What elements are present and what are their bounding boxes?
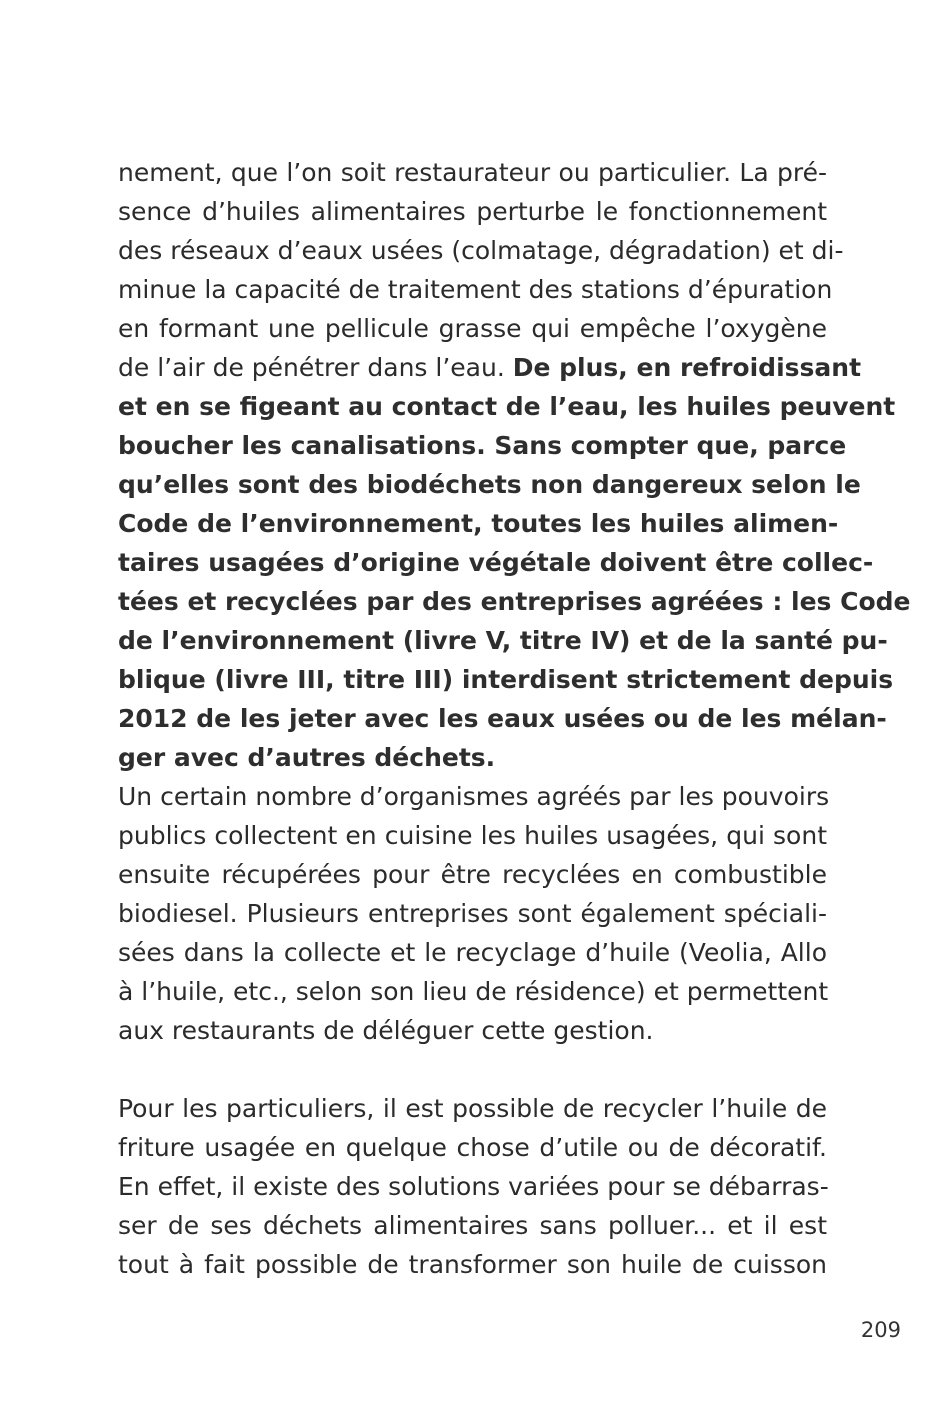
paragraph-spacer bbox=[118, 1050, 827, 1089]
text-line: à l’huile, etc., selon son lieu de résidence) et permettent bbox=[118, 977, 829, 1006]
paragraph-3 bbox=[118, 1089, 827, 1284]
text-line-bold: qu’elles sont des biodéchets non dangereux selon le bbox=[118, 470, 861, 499]
text-line-bold: taires usagées d’origine végétale doivent être collec- bbox=[118, 548, 874, 577]
text-line: publics collectent en cuisine les huiles usagées, qui sont bbox=[118, 821, 827, 850]
page-number: 209 bbox=[860, 1318, 901, 1342]
text-line-bold: ger avec d’autres déchets. bbox=[118, 743, 496, 772]
text-line-bold: boucher les canalisations. Sans compter que, parce bbox=[118, 431, 847, 460]
text-line: tout à fait possible de transformer son huile de cuisson bbox=[118, 1250, 827, 1279]
text-line-regular-part: de l’air de pénétrer dans l’eau. bbox=[118, 353, 513, 382]
text-line-bold: de l’environnement (livre V, titre IV) et de la santé pu- bbox=[118, 626, 888, 655]
text-line: en formant une pellicule grasse qui empêche l’oxygène bbox=[118, 314, 827, 343]
text-line-bold: tées et recyclées par des entreprises agréées : les Code bbox=[118, 587, 911, 616]
text-line: sence d’huiles alimentaires perturbe le fonctionnement bbox=[118, 197, 827, 226]
text-line: nement, que l’on soit restaurateur ou particulier. La pré- bbox=[118, 158, 827, 187]
paragraph-1 bbox=[118, 153, 911, 777]
paragraph-2 bbox=[118, 777, 830, 1050]
text-line: minue la capacité de traitement des stations d’épuration bbox=[118, 275, 833, 304]
text-line-mixed bbox=[118, 348, 862, 387]
text-line: aux restaurants de déléguer cette gestion. bbox=[118, 1016, 654, 1045]
text-line-bold: blique (livre III, titre III) interdisent strictement depuis bbox=[118, 665, 894, 694]
text-line: des réseaux d’eaux usées (colmatage, dégradation) et di- bbox=[118, 236, 844, 265]
text-line-bold: et en se figeant au contact de l’eau, les huiles peuvent bbox=[118, 392, 896, 421]
text-line: biodiesel. Plusieurs entreprises sont également spéciali- bbox=[118, 899, 827, 928]
text-line: sées dans la collecte et le recyclage d’huile (Veolia, Allo bbox=[118, 938, 827, 967]
text-line: ensuite récupérées pour être recyclées en combustible bbox=[118, 860, 827, 889]
text-line-bold: Code de l’environnement, toutes les huiles alimen- bbox=[118, 509, 839, 538]
text-line-bold: 2012 de les jeter avec les eaux usées ou de les mélan- bbox=[118, 704, 887, 733]
text-line: friture usagée en quelque chose d’utile ou de décoratif. bbox=[118, 1133, 827, 1162]
text-line: Un certain nombre d’organismes agréés par les pouvoirs bbox=[118, 782, 830, 811]
text-line: ser de ses déchets alimentaires sans polluer... et il est bbox=[118, 1211, 827, 1240]
text-line: En effet, il existe des solutions variées pour se débarras- bbox=[118, 1172, 829, 1201]
text-line-bold-part: De plus, en refroidissant bbox=[512, 353, 862, 382]
page-body bbox=[118, 153, 911, 1284]
text-line: Pour les particuliers, il est possible de recycler l’huile de bbox=[118, 1094, 827, 1123]
